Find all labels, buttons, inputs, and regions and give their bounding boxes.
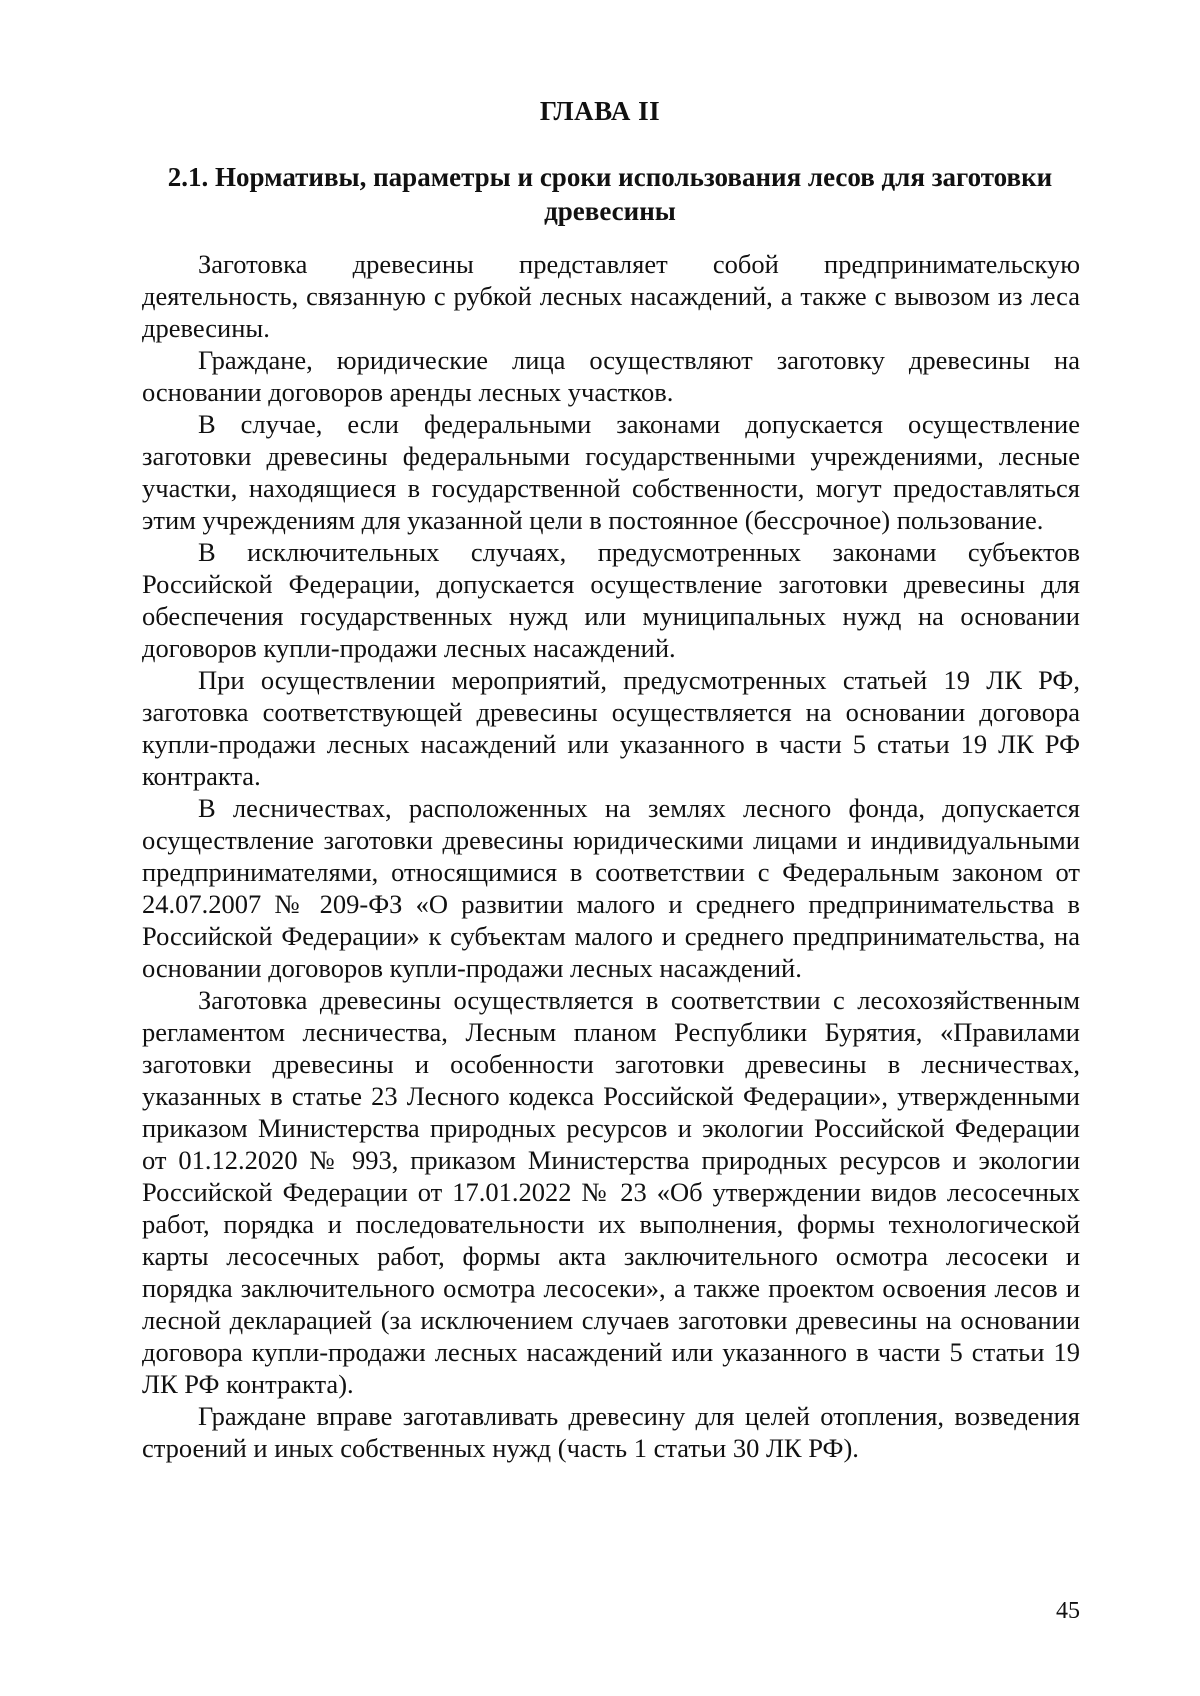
paragraph: При осуществлении мероприятий, предусмотренных статьей 19 ЛК РФ, заготовка соответствующей древесины осуществляется на основании договора купли-продажи лесных насаждений или указанного в части 5 статьи 19 ЛК РФ контракта. — [142, 665, 1080, 791]
section-title: 2.1. Нормативы, параметры и сроки использования лесов для заготовки древесины — [167, 162, 1053, 226]
page-number: 45 — [1056, 1598, 1080, 1624]
chapter-title: ГЛАВА II — [539, 96, 661, 126]
paragraph: В случае, если федеральными законами допускается осуществление заготовки древесины федеральными государственными учреждениями, лесные участки, находящиеся в государственной собственности, могут предоставляться этим учреждениям для указанной цели в постоянное (бессрочное) пользование. — [142, 409, 1080, 535]
paragraph: В исключительных случаях, предусмотренных законами субъектов Российской Федерации, допускается осуществление заготовки древесины для обеспечения государственных нужд или муниципальных нужд на основании договоров купли-продажи лесных насаждений. — [142, 537, 1080, 663]
paragraph: Заготовка древесины представляет собой предпринимательскую деятельность, связанную с рубкой лесных насаждений, а также с вывозом из леса древесины. — [142, 249, 1080, 343]
paragraph: В лесничествах, расположенных на землях лесного фонда, допускается осуществление заготовки древесины юридическими лицами и индивидуальными предпринимателями, относящимися в соответствии с Федеральным законом от 24.07.2007 № 209-ФЗ «О развитии малого и среднего предпринимательства в Российской Федерации» к субъектам малого и среднего предпринимательства, на основании договоров купли-продажи лесных насаждений. — [142, 793, 1080, 983]
paragraph: Граждане вправе заготавливать древесину для целей отопления, возведения строений и иных собственных нужд (часть 1 статьи 30 ЛК РФ). — [142, 1401, 1080, 1463]
paragraph: Заготовка древесины осуществляется в соответствии с лесохозяйственным регламентом лесничества, Лесным планом Республики Бурятия, «Правилами заготовки древесины и особенности заготовки древесины в лесничествах, указанных в статье 23 Лесного кодекса Российской Федерации», утвержденными приказом Министерства природных ресурсов и экологии Российской Федерации от 01.12.2020 № 993, приказом Министерства природных ресурсов и экологии Российской Федерации от 17.01.2022 № 23 «Об утверждении видов лесосечных работ, порядка и последовательности их выполнения, формы технологической карты лесосечных работ, формы акта заключительного осмотра лесосеки и порядка заключительного осмотра лесосеки», а также проектом освоения лесов и лесной декларацией (за исключением случаев заготовки древесины на основании договора купли-продажи лесных насаждений или указанного в части 5 статьи 19 ЛК РФ контракта). — [142, 985, 1080, 1399]
body-text — [142, 248, 1080, 1464]
paragraph: Граждане, юридические лица осуществляют заготовку древесины на основании договоров аренды лесных участков. — [142, 345, 1080, 407]
